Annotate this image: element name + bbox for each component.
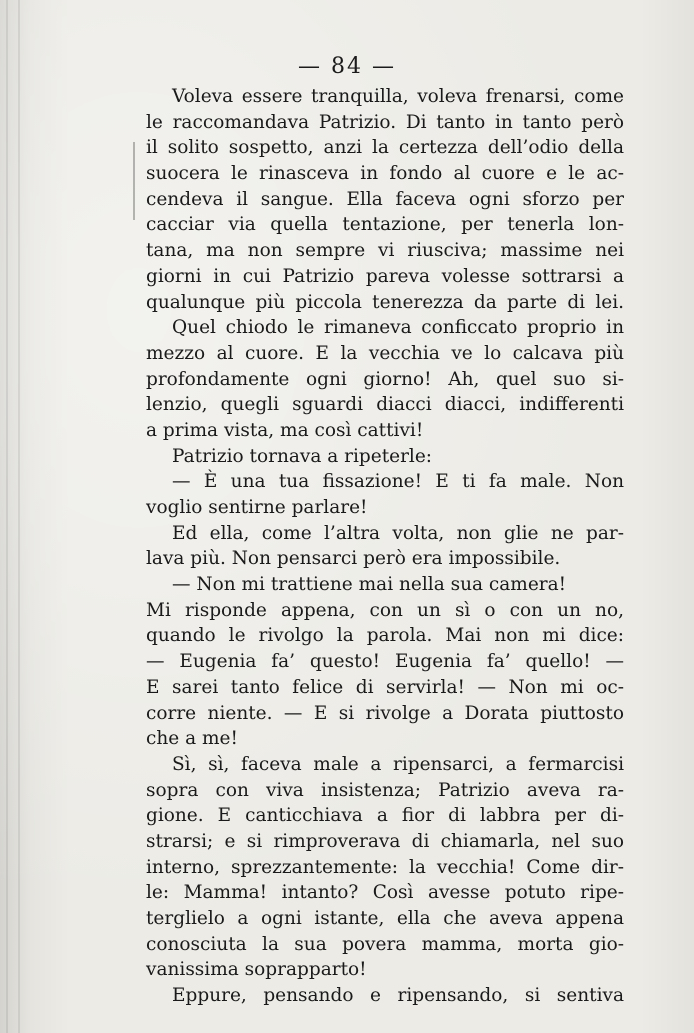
text-line: interno, sprezzantemente: la vecchia! Come dir- bbox=[146, 856, 624, 878]
text-line: Quel chiodo le rimaneva conficcato proprio in bbox=[172, 317, 624, 339]
text-line: voglio sentirne parlare! bbox=[146, 497, 368, 518]
text-line: Eppure, pensando e ripensando, si sentiva bbox=[172, 985, 624, 1007]
text-line: giorni in cui Patrizio pareva volesse sottrarsi a bbox=[146, 265, 624, 287]
text-line: Mi risponde appena, con un sì o con un no, bbox=[146, 599, 624, 621]
text-line: tana, ma non sempre vi riusciva; massime nei bbox=[146, 240, 624, 262]
text-line: vanissima soprapparto! bbox=[146, 959, 367, 981]
text-line: Voleva essere tranquilla, voleva frenarsi, come bbox=[172, 86, 624, 107]
text-line: Ed ella, come l’altra volta, non glie ne par- bbox=[172, 522, 624, 544]
text-line: — Non mi trattiene mai nella sua camera! bbox=[172, 574, 567, 596]
text-line: quando le rivolgo la parola. Mai non mi dice: bbox=[146, 625, 624, 647]
text-line: le raccomandava Patrizio. Di tanto in tanto però bbox=[146, 111, 624, 133]
text-line: Sì, sì, faceva male a ripensarci, a fermarcisi bbox=[172, 753, 624, 775]
text-line: che a me! bbox=[146, 728, 238, 750]
text-line: Patrizio tornava a ripeterle: bbox=[172, 445, 433, 467]
text-line: terglielo a ogni istante, ella che aveva appena bbox=[146, 908, 624, 929]
text-line: gione. E canticchiava a fior di labbra per di- bbox=[146, 805, 624, 827]
text-line: conosciuta la sua povera mamma, morta gio- bbox=[146, 933, 624, 955]
body-text bbox=[146, 84, 624, 1009]
text-line: mezzo al cuore. E la vecchia ve lo calcava più bbox=[146, 342, 624, 364]
text-line: corre niente. — E si rivolge a Dorata piuttosto bbox=[146, 702, 624, 724]
text-line: il solito sospetto, anzi la certezza dell’odio della bbox=[146, 137, 624, 159]
margin-pencil-mark bbox=[133, 142, 135, 220]
text-line: strarsi; e si rimproverava di chiamarla, nel suo bbox=[146, 830, 624, 852]
text-line: cendeva il sangue. Ella faceva ogni sforzo per bbox=[146, 188, 624, 210]
text-line: le: Mamma! intanto? Così avesse potuto ripe- bbox=[146, 882, 624, 904]
text-line: — È una tua fissazione! E ti fa male. Non bbox=[172, 471, 624, 493]
text-line: E sarei tanto felice di servirla! — Non mi oc- bbox=[146, 676, 624, 698]
page-number: — 84 — bbox=[298, 54, 396, 79]
gutter-shadow bbox=[6, 0, 8, 1033]
text-line: a prima vista, ma così cattivi! bbox=[146, 419, 424, 441]
gutter-shadow bbox=[18, 0, 20, 1033]
text-line: lava più. Non pensarci però era impossibile. bbox=[146, 548, 561, 570]
text-line: lenzio, quegli sguardi diacci diacci, indifferenti bbox=[146, 394, 624, 416]
text-line: cacciar via quella tentazione, per tenerla lon- bbox=[146, 214, 624, 236]
text-line: suocera le rinasceva in fondo al cuore e le ac- bbox=[146, 163, 624, 185]
text-line: qualunque più piccola tenerezza da parte di lei. bbox=[146, 291, 624, 313]
text-line: profondamente ogni giorno! Ah, quel suo si- bbox=[146, 368, 624, 390]
text-line: sopra con viva insistenza; Patrizio aveva ra- bbox=[146, 779, 624, 801]
text-line: — Eugenia fa’ questo! Eugenia fa’ quello! — bbox=[146, 651, 624, 673]
